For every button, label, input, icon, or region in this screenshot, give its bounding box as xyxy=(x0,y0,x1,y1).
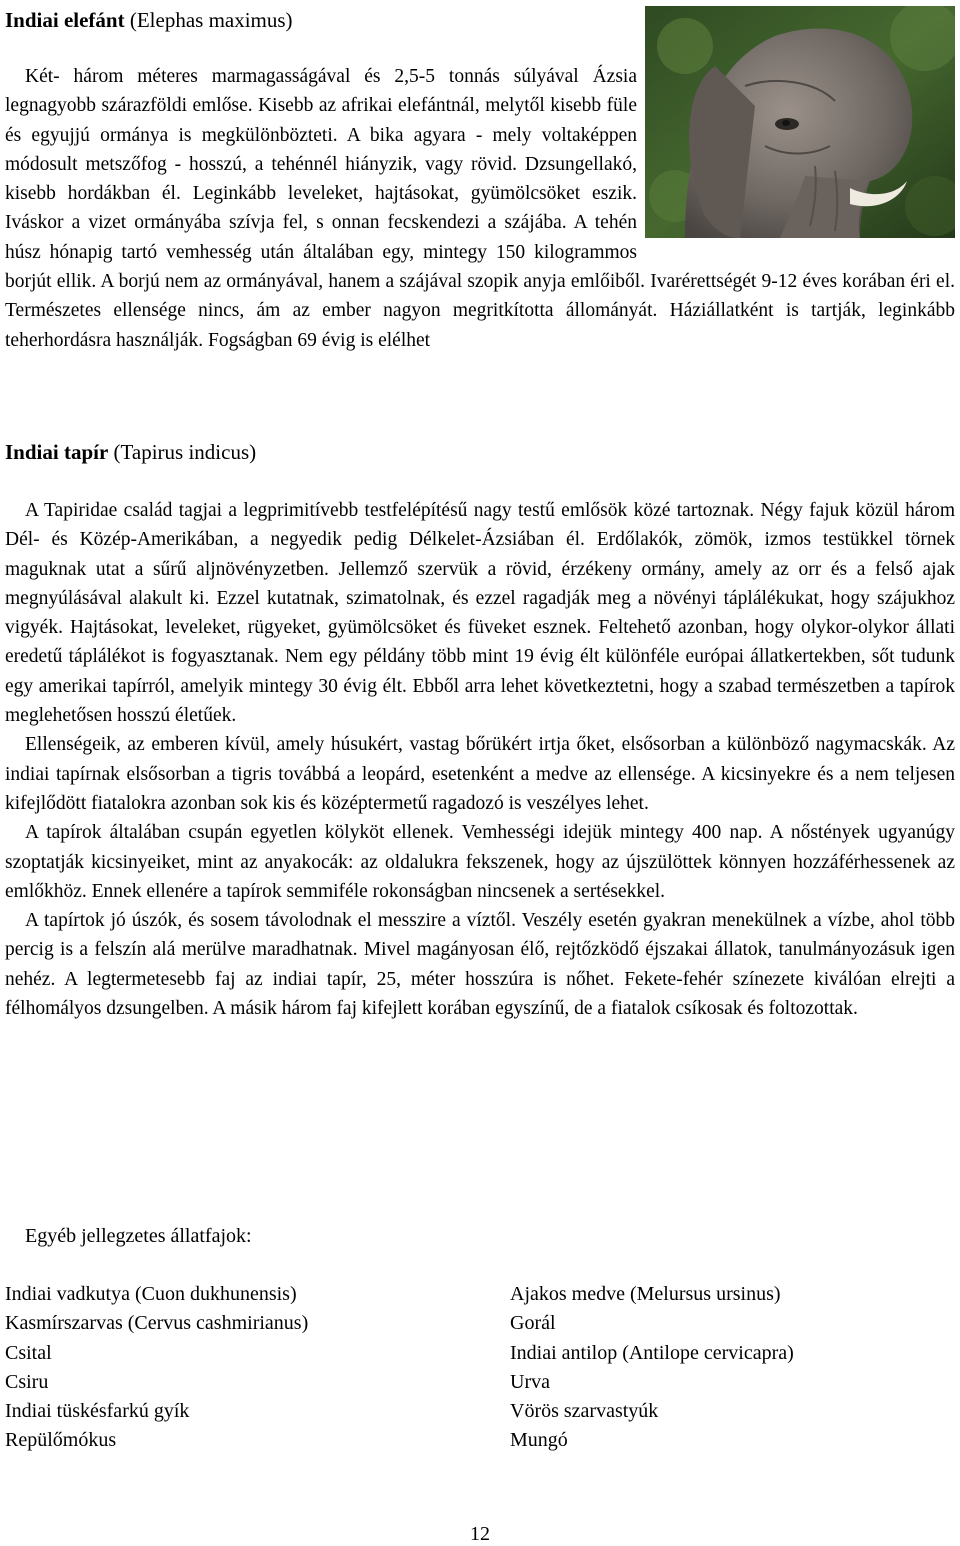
list-item: Vörös szarvastyúk xyxy=(510,1400,659,1423)
elephant-title: Indiai elefánt xyxy=(5,8,125,32)
elephant-description xyxy=(5,62,955,355)
list-item: Indiai vadkutya (Cuon dukhunensis) xyxy=(5,1283,297,1305)
list-item: Repülőmókus xyxy=(5,1429,117,1452)
other-species-heading: Egyéb jellegzetes állatfajok: xyxy=(25,1225,252,1247)
page-number: 12 xyxy=(470,1523,490,1545)
list-item: Gorál xyxy=(510,1312,556,1335)
tapir-paragraph-2: Ellenségeik, az emberen kívül, amely húsukért, vastag bőrükért irtja őket, elsősorban a különböző nagymacskák. Az indiai tapírnak elsősorban a tigris továbbá a leopárd, esetenként a medve az ellensége. A kicsinyekre és a nem teljesen kifejlődött fiatalokra azonban sok kis és középtermetű ragadozó is veszélyes lehet. xyxy=(5,734,955,814)
elephant-heading xyxy=(5,7,293,33)
elephant-paragraph: Két- három méteres marmagasságával és 2,5-5 tonnás súlyával Ázsia legnagyobb szárazföldi emlőse. Kisebb az afrikai elefántnál, melytől kisebb füle és egyujjú ormánya is megkülönbözteti. A bika agyara - mely voltaképpen módosult metszőfog - hosszú, a tehénnél hiányzik, vagy rövid. Dzsungellakó, kisebb hordákban él. Leginkább leveleket, hajtásokat, gyümölcsöket eszik. Iváskor a vizet ormányába szívja fel, s onnan fecskendezi a szájába. A tehén húsz hónapig tartó vemhesség után általában egy, mintegy 150 kilogrammos borjút ellik. A borjú nem az ormányával, hanem a szájával szopik anyja emlőiből. Ivarérettségét 9-12 éves korában éri el. Természetes ellensége nincs, ám az ember nagyon megritkította állományát. Háziállatként is tartják, leginkább teherhordásra használják. Fogságban 69 évig is elélhet xyxy=(5,66,955,351)
list-item: Urva xyxy=(510,1370,550,1393)
other-species-right-column xyxy=(510,1280,794,1456)
list-item: Csiru xyxy=(5,1370,49,1393)
list-item: Csital xyxy=(5,1341,52,1364)
tapir-paragraph-1: A Tapiridae család tagjai a legprimitívebb testfelépítésű nagy testű emlősök közé tartoznak. Négy fajuk közül három Dél- és Közép-Amerikában, a negyedik pedig Délkelet-Ázsiában él. Erdőlakók, zömök, izmos testükkel törnek maguknak utat a sűrű aljnövényzetben. Jellemző szervük a rövid, érzékeny ormány, amely az orr és a felső ajak megnyúlásával alakult ki. Ezzel kutatnak, szimatolnak, és ezzel ragadják meg a növényi táplálékukat, hogy szájukhoz vigyék. Hajtásokat, leveleket, rügyeket, gyümölcsöket és füveket esznek. Feltehető azonban, hogy olykor-olykor állati eredetű táplálékot is fogyasztanak. Nem egy példány több mint 19 évig élt különféle európai állatkertekben, sőt tudunk egy amerikai tapírról, amelyik mintegy 30 évig élt. Ebből arra lehet következtetni, hogy a szabad természetben a tapírok meglehetősen hosszú életűek. xyxy=(5,500,955,727)
tapir-paragraph-3: A tapírok általában csupán egyetlen kölyköt ellenek. Vemhességi idejük mintegy 400 nap. A nőstények ugyanúgy szoptatják kicsinyeiket, mint az anyakocák: az oldalukra fekszenek, hogy az újszülöttek könnyen hozzáférhessenek az emlőkhöz. Ennek ellenére a tapírok semmiféle rokonságban nincsenek a sertésekkel. xyxy=(5,822,955,902)
list-item: Kasmírszarvas (Cervus cashmirianus) xyxy=(5,1312,309,1335)
tapir-latin-name: (Tapirus indicus) xyxy=(113,440,257,464)
list-item: Indiai antilop (Antilope cervicapra) xyxy=(510,1341,794,1364)
elephant-latin-name: (Elephas maximus) xyxy=(129,8,293,32)
list-item: Mungó xyxy=(510,1429,568,1452)
tapir-title: Indiai tapír xyxy=(5,440,109,464)
photo-text-wrap-spacer xyxy=(637,62,955,244)
tapir-description xyxy=(5,496,955,1023)
other-species-left-column xyxy=(5,1280,308,1456)
tapir-heading xyxy=(5,439,256,465)
tapir-paragraph-4: A tapírtok jó úszók, és sosem távolodnak el messzire a víztől. Veszély esetén gyakran menekülnek a vízbe, ahol több percig is a felszín alá merülve maradhatnak. Mivel magányosan élő, rejtőzködő éjszakai állatok, tanulmányozásuk igen nehéz. A legtermetesebb faj az indiai tapír, 25, méter hosszúra is nőhet. Fekete-fehér színezete kiválóan elrejti a félhomályos dzsungelben. A másik három faj kifejlett korában egyszínű, de a fiatalok csíkosak és foltozottak. xyxy=(5,910,955,1020)
list-item: Ajakos medve (Melursus ursinus) xyxy=(510,1283,781,1305)
list-item: Indiai tüskésfarkú gyík xyxy=(5,1400,190,1423)
